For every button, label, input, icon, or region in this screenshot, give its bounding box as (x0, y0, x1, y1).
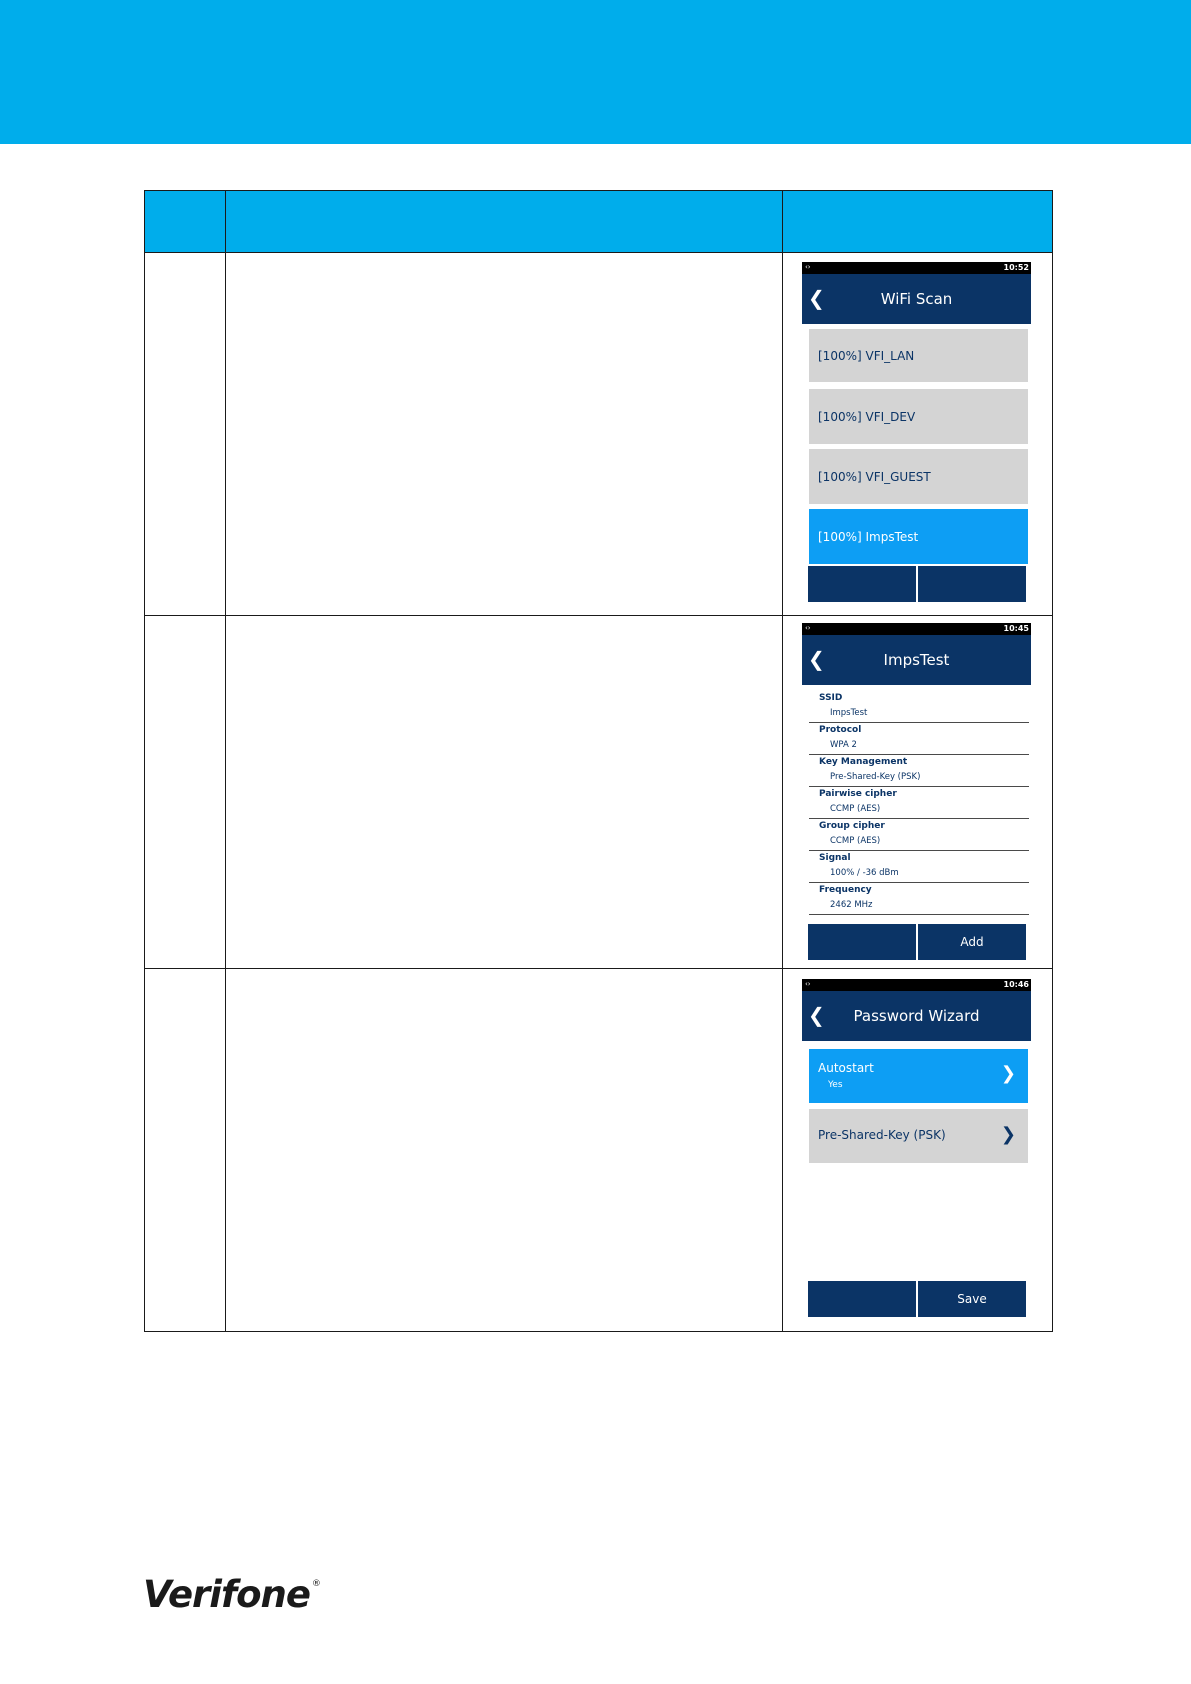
chevron-left-icon[interactable]: ❮ (808, 1003, 825, 1027)
screen-title: Password Wizard (853, 1007, 980, 1025)
psk-menu-item[interactable] (809, 1109, 1028, 1163)
detail-label: SSID (819, 693, 843, 703)
menu-item-label: Autostart (818, 1061, 874, 1075)
wifi-scan-screen (802, 262, 1031, 602)
verifone-logo (143, 1573, 320, 1616)
wifi-network-item[interactable] (809, 389, 1028, 444)
screen-title-bar (802, 635, 1031, 685)
header-banner (0, 0, 1191, 144)
detail-row-frequency (809, 882, 1029, 915)
left-softkey-button[interactable] (808, 1281, 916, 1317)
logo-text: Verifone (143, 1573, 310, 1616)
detail-value: 100% / -36 dBm (830, 868, 899, 878)
detail-row-ssid (809, 690, 1029, 723)
left-softkey-button[interactable] (808, 924, 916, 960)
screen-title: ImpsTest (883, 651, 950, 669)
column-divider (225, 191, 226, 1331)
screen-title: WiFi Scan (880, 290, 953, 308)
menu-item-label: Pre-Shared-Key (PSK) (818, 1128, 946, 1142)
password-wizard-screen (802, 979, 1031, 1319)
signal-icon: ‹› (805, 624, 811, 632)
detail-label: Pairwise cipher (819, 789, 897, 799)
status-time: 10:52 (1003, 263, 1029, 272)
row-divider (145, 615, 1052, 616)
status-bar (802, 979, 1031, 991)
chevron-right-icon: ❯ (1000, 1124, 1016, 1145)
screen-title-bar (802, 274, 1031, 324)
detail-row-pairwise-cipher (809, 786, 1029, 819)
detail-label: Group cipher (819, 821, 885, 831)
menu-item-value: Yes (828, 1080, 843, 1090)
screen-title-bar (802, 991, 1031, 1041)
status-time: 10:46 (1003, 980, 1029, 989)
detail-label: Signal (819, 853, 851, 863)
detail-value: Pre-Shared-Key (PSK) (830, 772, 921, 782)
status-bar (802, 623, 1031, 635)
row-divider (145, 968, 1052, 969)
save-button[interactable]: Save (918, 1281, 1026, 1317)
detail-value: CCMP (AES) (830, 804, 881, 814)
wifi-network-item[interactable] (809, 449, 1028, 504)
detail-label: Protocol (819, 725, 862, 735)
column-divider (782, 191, 783, 1331)
autostart-menu-item[interactable] (809, 1049, 1028, 1103)
chevron-left-icon[interactable]: ❮ (808, 647, 825, 671)
detail-value: WPA 2 (830, 740, 857, 750)
right-softkey-button[interactable] (918, 566, 1026, 602)
left-softkey-button[interactable] (808, 566, 916, 602)
wifi-network-label: [100%] VFI_LAN (818, 348, 915, 363)
wifi-network-label: [100%] VFI_GUEST (818, 469, 931, 484)
wifi-network-item[interactable] (809, 329, 1028, 382)
chevron-right-icon: ❯ (1000, 1063, 1016, 1084)
add-button[interactable]: Add (918, 924, 1026, 960)
status-bar (802, 262, 1031, 274)
wifi-network-label: [100%] VFI_DEV (818, 409, 916, 424)
chevron-left-icon[interactable]: ❮ (808, 286, 825, 310)
detail-value: CCMP (AES) (830, 836, 881, 846)
detail-row-key-management (809, 754, 1029, 787)
registered-mark: ® (311, 1579, 320, 1589)
detail-row-group-cipher (809, 818, 1029, 851)
table-header-row (145, 191, 1052, 253)
signal-icon: ‹› (805, 263, 811, 271)
wifi-network-item-selected[interactable] (809, 509, 1028, 564)
signal-icon: ‹› (805, 980, 811, 988)
detail-row-signal (809, 850, 1029, 883)
detail-label: Frequency (819, 885, 872, 895)
detail-value: 2462 MHz (830, 900, 873, 910)
network-details-screen (802, 623, 1031, 963)
detail-row-protocol (809, 722, 1029, 755)
detail-value: ImpsTest (830, 708, 868, 718)
wifi-network-label: [100%] ImpsTest (818, 529, 919, 544)
steps-table (144, 190, 1053, 1332)
status-time: 10:45 (1003, 624, 1029, 633)
detail-label: Key Management (819, 757, 908, 767)
